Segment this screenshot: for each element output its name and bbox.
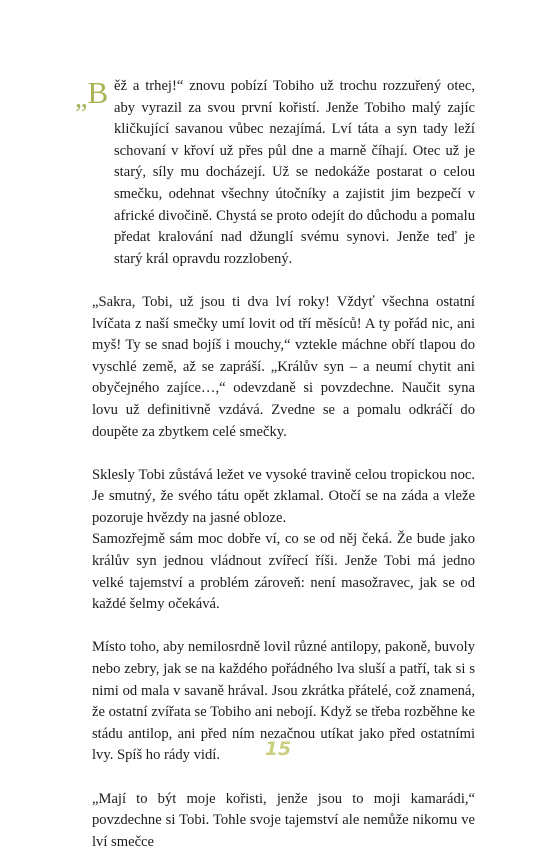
drop-cap	[75, 75, 109, 114]
paragraph-5: Místo toho, aby nemilosrdně lovil různé antilopy, pakoně, buvoly nebo zebry, jak se na každého pořádného lva sluší a patří, tak si s nimi od mala v savaně hrával. Jsou zkrátka přátelé, což znamená, že ostatní zvířata se Tobiho ani nebojí. Když se třeba rozběhne ke stádu antilop, ani před ním nezačnou utíkat jako před ostatními lvy. Spíš ho rády vidí.	[92, 639, 475, 764]
paragraph-6: „Mají to být moje kořisti, jenže jsou to moji kamarádi,“ povzdechne si Tobi. Tohle svoje tajemství ale nemůže nikomu ve lví smečce	[92, 790, 475, 850]
drop-cap-letter: B	[87, 75, 109, 110]
drop-cap-quote: „	[75, 83, 88, 114]
paragraph-1: ěž a trhej!“ znovu pobízí Tobiho už trochu rozzuřený otec, aby vyrazil za svou první kořistí. Jenže Tobiho malý zajíc kličkující savanou vůbec nezajímá. Lví táta a syn tady leží schovaní v křoví už přes půl dne a marně číhají. Otec už je starý, síly mu docházejí. Už se nedokáže postarat o celou smečku, odehnat všechny útočníky a zajistit jim bezpečí v africké divočině. Chystá se proto odejít do důchodu a pomalu předat kralování nad džunglí svému synovi. Jenže teď je starý král opravdu rozzlobený.	[114, 78, 475, 267]
body-text	[75, 75, 475, 853]
paragraph-4: Samozřejmě sám moc dobře ví, co se od něj čeká. Že bude jako králův syn jednou vládnout zvířecí říši. Jenže Tobi má jedno velké tajemství a problém zároveň: není masožravec, jak se od každé šelmy očekává.	[92, 531, 475, 613]
paragraph-3: Sklesly Tobi zůstává ležet ve vysoké travině celou tropickou noc. Je smutný, že svého tátu opět zklamal. Otočí se na záda a vleže pozoruje hvězdy na jasné obloze.	[92, 466, 475, 526]
page-number: 15	[264, 738, 292, 760]
paragraph-2: „Sakra, Tobi, už jsou ti dva lví roky! Vždyť všechna ostatní lvíčata z naší smečky umí lovit od tří měsíců! A ty pořád nic, ani myš! Ty se snad bojíš i mouchy,“ vztekle máchne obří tlapou do vyschlé země, až se zapráší. „Králův syn – a neumí chytit ani obyčejného zajíce…,“ odevzdaně si povzdechne. Naučit syna lovu už definitivně vzdává. Zvedne se a pomalu odkráčí do doupěte za zbytkem celé smečky.	[92, 293, 475, 440]
